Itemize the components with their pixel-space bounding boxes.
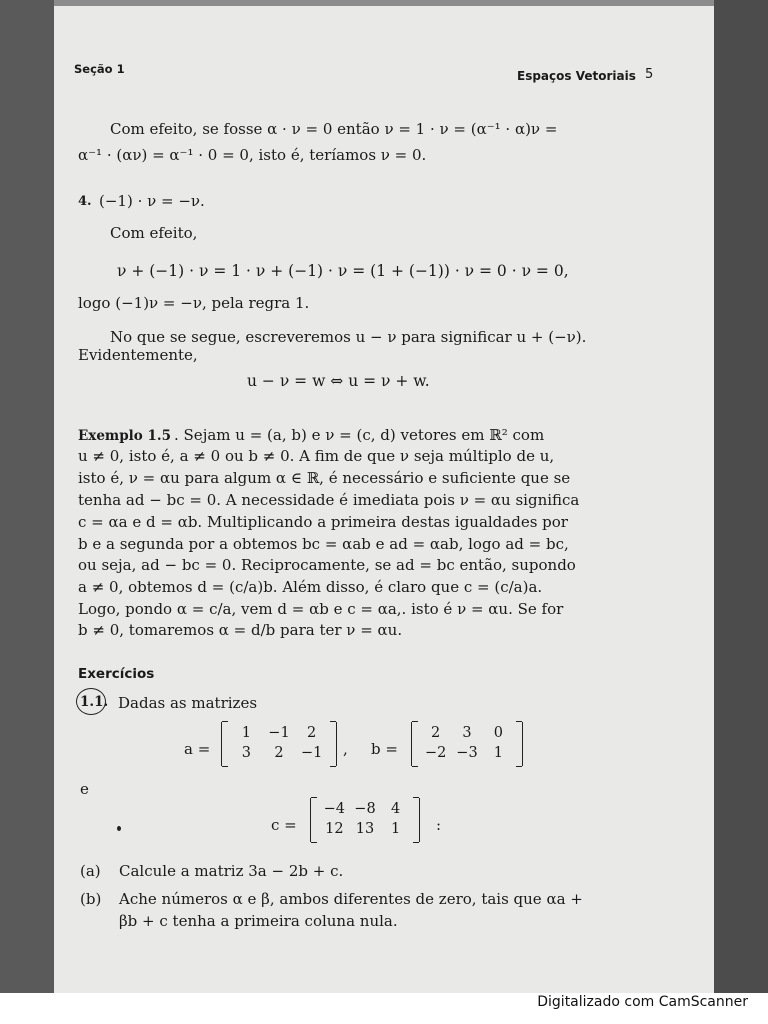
matrix-cell: 2 (274, 745, 284, 761)
matrix-a-label: a = (184, 740, 211, 758)
ink-mark (117, 826, 121, 831)
example-label: Exemplo 1.5 (78, 428, 171, 444)
matrix-cell: −1 (268, 725, 290, 741)
matrix-colon: : (436, 816, 442, 834)
matrix-cell: 13 (355, 821, 375, 837)
matrix-cell: −3 (456, 745, 478, 761)
matrix-cell: 1 (391, 821, 401, 837)
matrix-b-label: b = (371, 740, 398, 758)
paragraph-line: Evidentemente, (78, 346, 198, 364)
scanner-watermark: Digitalizado com CamScanner (537, 994, 748, 1010)
matrix-cell: 1 (493, 745, 503, 761)
example-line: a ≠ 0, obtemos d = (c/a)b. Além disso, é claro que c = (c/a)a. (78, 578, 543, 596)
paragraph-line: Com efeito, (110, 224, 198, 242)
section-label: Seção 1 (74, 62, 125, 76)
example-line: c = αa e d = αb. Multiplicando a primeira destas igualdades por (78, 513, 568, 531)
part-b-label: (b) (80, 890, 102, 908)
matrix-cell: −1 (300, 745, 323, 761)
matrix-c-label: c = (271, 816, 297, 834)
matrix-separator: , (343, 740, 348, 758)
part-b-text: βb + c tenha a primeira coluna nula. (119, 912, 398, 930)
example-line: b ≠ 0, tomaremos α = d/b para ter ν = αu. (78, 621, 403, 639)
paragraph-line: No que se segue, escreveremos u − ν para significar u + (−ν). (110, 328, 587, 346)
matrix-c (310, 798, 420, 842)
item-statement: (−1) · ν = −ν. (99, 192, 205, 210)
scanner-background-right (714, 0, 768, 993)
example-line: Logo, pondo α = c/a, vem d = αb e c = αa,. isto é ν = αu. Se for (78, 600, 564, 618)
matrix-cell: 0 (493, 725, 503, 741)
matrix-cell: 3 (462, 725, 472, 741)
connector-text: e (80, 780, 89, 798)
example-line: u ≠ 0, isto é, a ≠ 0 ou b ≠ 0. A fim de que ν seja múltiplo de u, (78, 447, 555, 465)
matrix-cell: 3 (241, 745, 251, 761)
display-equation: u − ν = w ⇔ u = ν + w. (247, 372, 430, 390)
item-number: 4. (78, 194, 92, 209)
matrix-cell: 2 (307, 725, 317, 741)
matrix-a (221, 722, 337, 766)
exercises-heading: Exercícios (78, 666, 155, 682)
matrix-cell: 12 (325, 821, 344, 837)
exercise-intro: Dadas as matrizes (118, 694, 258, 712)
matrix-cell: −2 (424, 745, 447, 761)
display-equation: ν + (−1) · ν = 1 · ν + (−1) · ν = (1 + (−1)) · ν = 0 · ν = 0, (117, 262, 569, 280)
example-line: b e a segunda por a obtemos bc = αab e ad = αab, logo ad = bc, (78, 535, 569, 553)
matrix-b (411, 722, 523, 766)
paragraph-line: α⁻¹ · (αν) = α⁻¹ · 0 = 0, isto é, teríamos ν = 0. (78, 146, 427, 164)
example-line: . Sejam u = (a, b) e ν = (c, d) vetores em ℝ² com (174, 426, 545, 444)
matrix-cell: −4 (323, 801, 346, 817)
matrix-cell: 1 (241, 725, 251, 741)
matrix-cell: 4 (391, 801, 401, 817)
page-number: 5 (645, 67, 654, 82)
example-line: tenha ad − bc = 0. A necessidade é imediata pois ν = αu significa (78, 491, 580, 509)
example-line: isto é, ν = αu para algum α ∈ ℝ, é necessário e suficiente que se (78, 469, 571, 487)
part-b-text: Ache números α e β, ambos diferentes de zero, tais que αa + (119, 890, 583, 908)
matrix-cell: −8 (354, 801, 376, 817)
example-line: ou seja, ad − bc = 0. Reciprocamente, se ad = bc então, supondo (78, 556, 576, 574)
paragraph-line: Com efeito, se fosse α · ν = 0 então ν = 1 · ν = (α⁻¹ · α)ν = (110, 120, 558, 138)
exercise-number: 1.1. (80, 694, 109, 710)
part-a-text: Calcule a matriz 3a − 2b + c. (119, 862, 344, 880)
chapter-title: Espaços Vetoriais (517, 69, 636, 83)
scanner-background-left (0, 0, 54, 993)
matrix-cell: 2 (431, 725, 441, 741)
part-a-label: (a) (80, 862, 101, 880)
paragraph-line: logo (−1)ν = −ν, pela regra 1. (78, 294, 310, 312)
